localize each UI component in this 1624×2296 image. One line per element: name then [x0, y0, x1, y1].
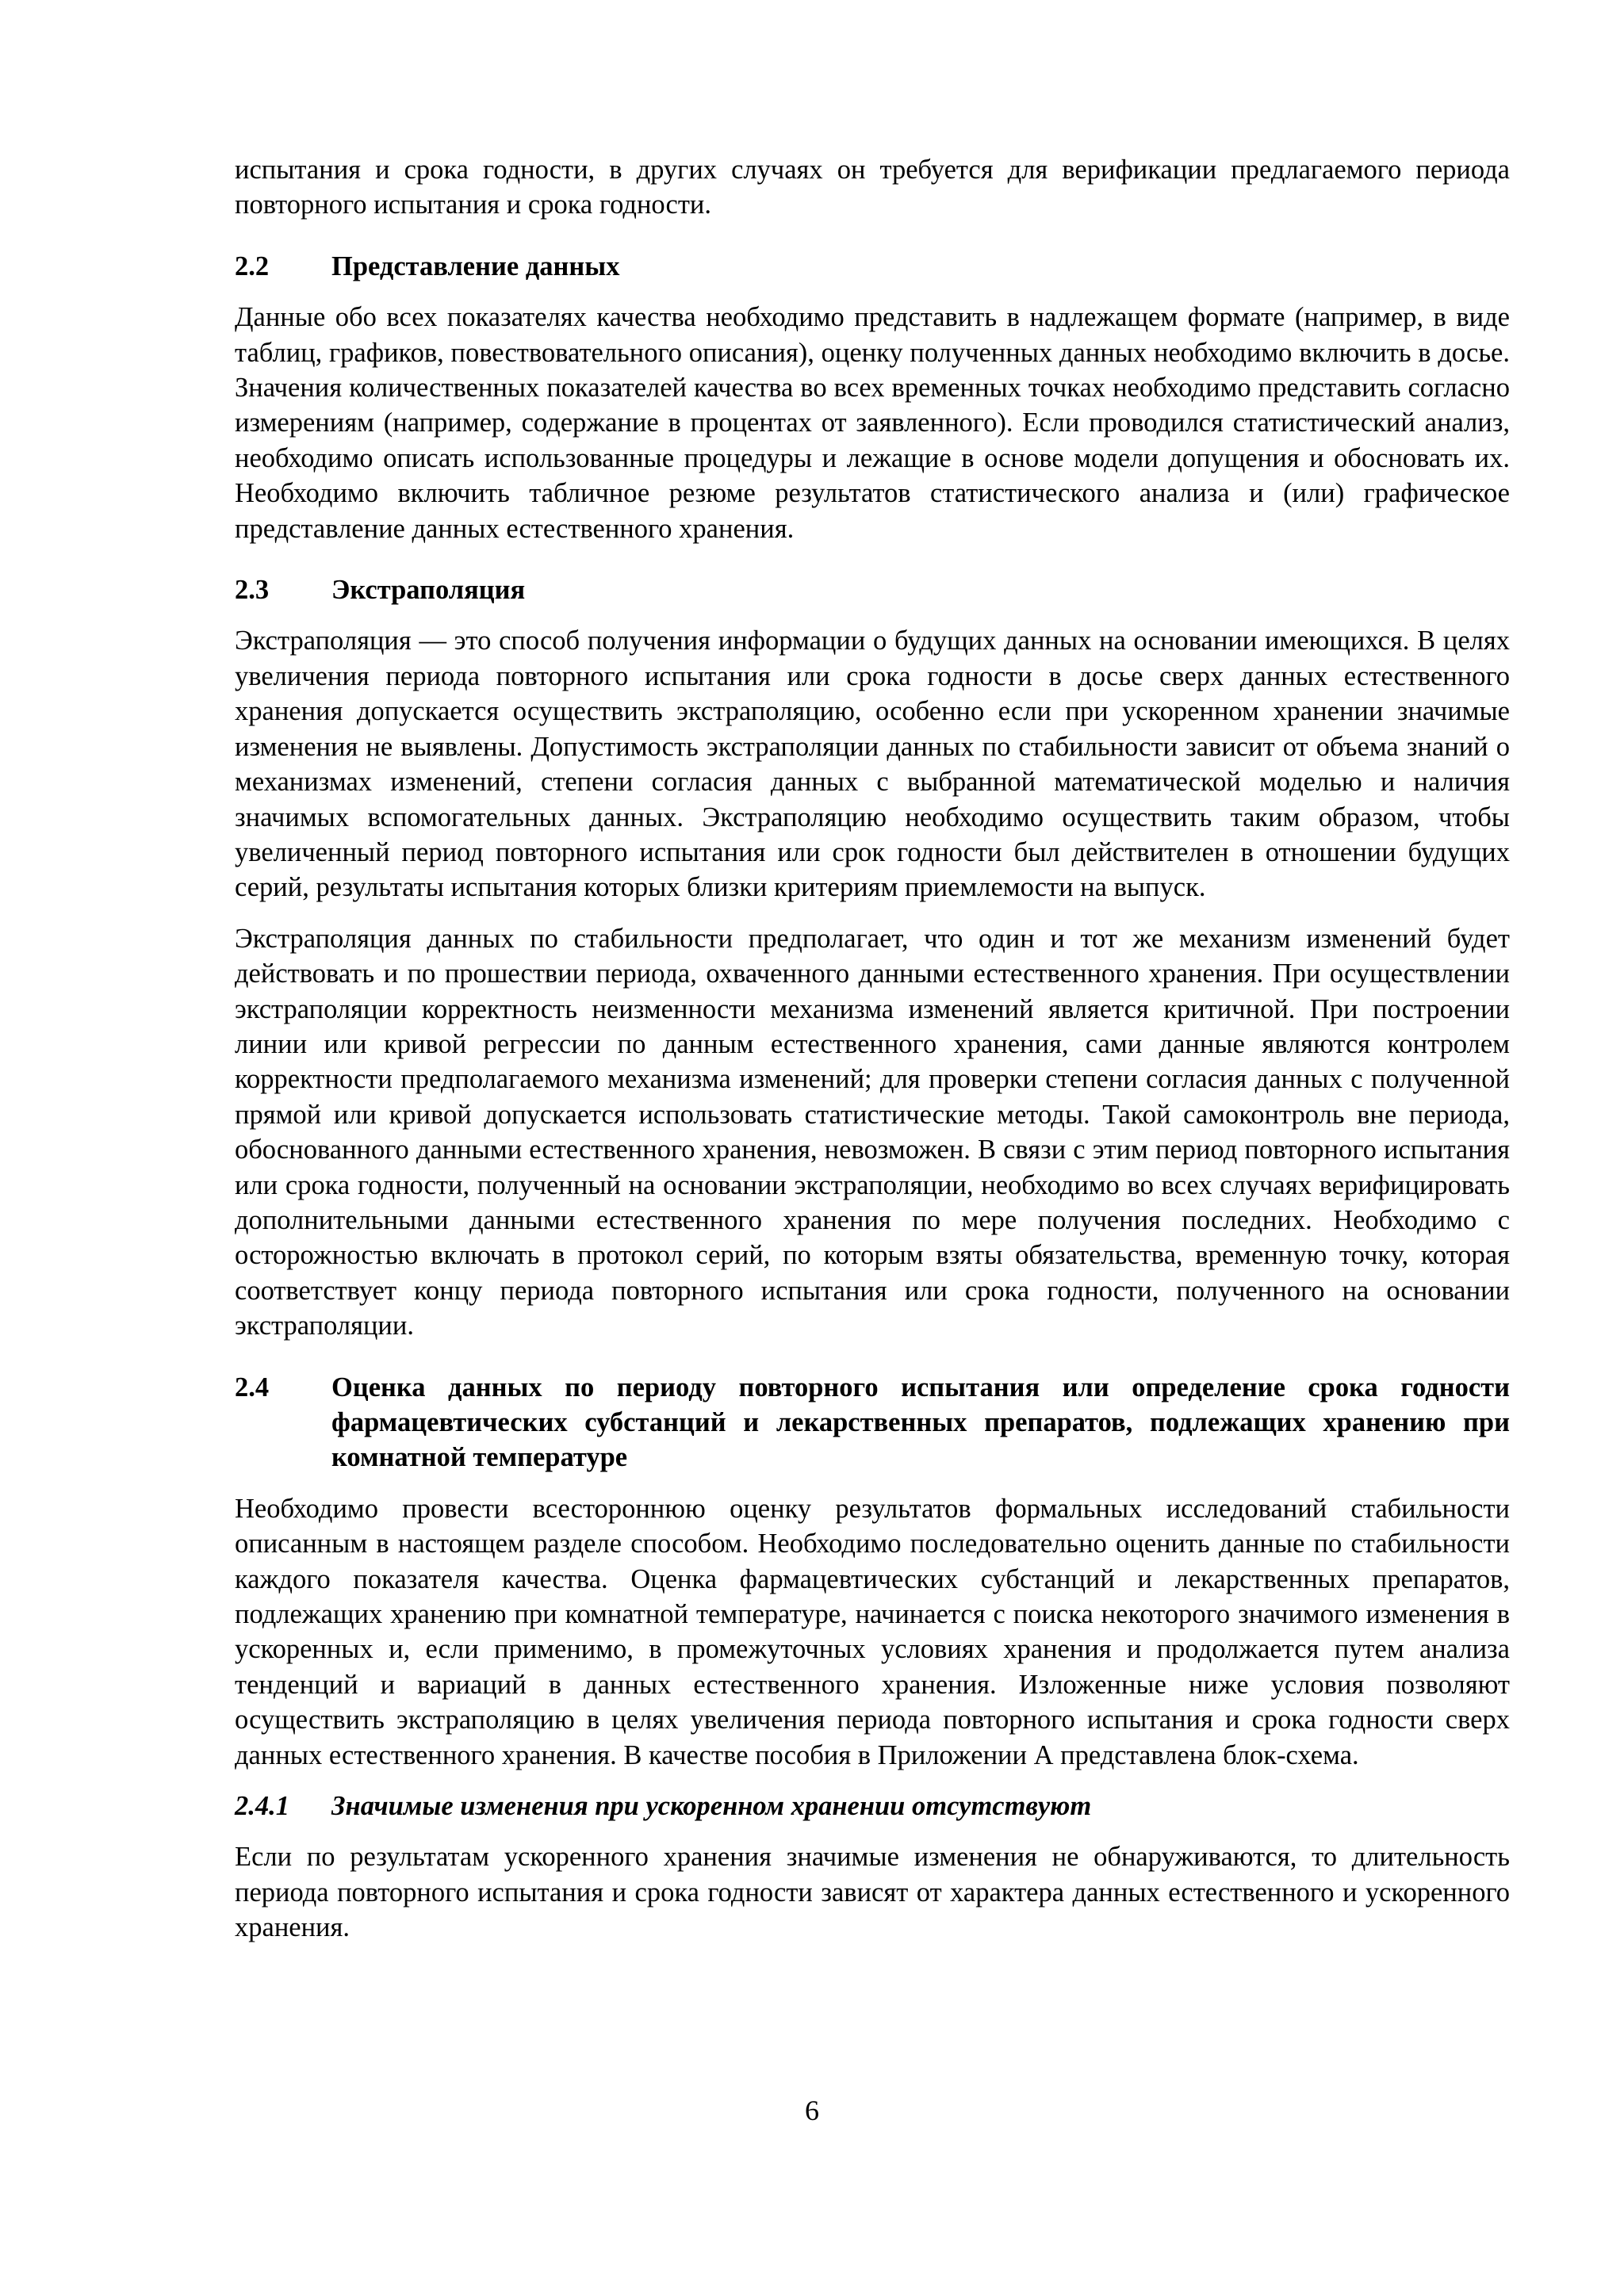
document-page [235, 152, 1510, 1946]
section-number: 2.2 [235, 251, 270, 281]
section-paragraph: Данные обо всех показателях качества необходимо представить в надлежащем формате (например, в виде таблиц, графиков, повествовательного описания), оценку полученных данных необходимо включить в досье. Значения количественных показателей качества во всех временных точках необходимо представить согласно измерениям (например, содержание в процентах от заявленного). Если проводился статистический анализ, необходимо описать использованные процедуры и лежащие в основе модели допущения и обосновать их. Необходимо включить табличное резюме результатов статистического анализа и (или) графическое представление данных естественного хранения. [235, 302, 1510, 544]
section-heading-2-3 [235, 572, 1510, 607]
page-number: 6 [805, 2095, 819, 2126]
intro-paragraph: испытания и срока годности, в других случаях он требуется для верификации предлагаемого периода повторного испытания и срока годности. [235, 155, 1510, 220]
section-heading-2-2 [235, 249, 1510, 284]
section-paragraph: Экстраполяция данных по стабильности предполагает, что один и тот же механизм изменений будет действовать и по прошествии периода, охваченного данными естественного хранения. При осуществлении экстраполяции корректность неизменности механизма изменений является критичной. При построении линии или кривой регрессии по данным естественного хранения, сами данные являются контролем корректности предполагаемого механизма изменений; для проверки степени согласия данных с полученной прямой или кривой допускается использовать статистические методы. Такой самоконтроль вне периода, обоснованного данными естественного хранения, невозможен. В связи с этим период повторного испытания или срока годности, полученный на основании экстраполяции, необходимо во всех случаях верифицировать дополнительными данными естественного хранения по мере получения последних. Необходимо с осторожностью включать в протокол серий, по которым взяты обязательства, временную точку, которая соответствует концу периода повторного испытания или срока годности, полученного на основании экстраполяции. [235, 923, 1510, 1341]
section-paragraph: Необходимо провести всестороннюю оценку результатов формальных исследований стабильности описанным в настоящем разделе способом. Необходимо последовательно оценить данные по стабильности каждого показателя качества. Оценка фармацевтических субстанций и лекарственных препаратов, подлежащих хранению при комнатной температуре, начинается с поиска некоторого значимого изменения в ускоренных и, если применимо, в промежуточных условиях хранения и продолжается путем анализа тенденций и вариаций в данных естественного хранения. Изложенные ниже условия позволяют осуществить экстраполяцию в целях увеличения периода повторного испытания и срока годности сверх данных естественного хранения. В качестве пособия в Приложении А представлена блок-схема. [235, 1493, 1510, 1770]
section-title: Значимые изменения при ускоренном хранении отсутствуют [331, 1791, 1092, 1822]
section-title: Представление данных [331, 251, 620, 281]
section-title: Оценка данных по периоду повторного испытания или определение срока годности фармацевтических субстанций и лекарственных препаратов, подлежащих хранению при комнатной температуре [331, 1372, 1510, 1473]
section-heading-2-4-1 [235, 1789, 1510, 1823]
section-title: Экстраполяция [331, 575, 526, 606]
section-paragraph: Экстраполяция — это способ получения информации о будущих данных на основании имеющихся. В целях увеличения периода повторного испытания или срока годности в досье сверх данных естественного хранения допускается осуществить экстраполяцию, особенно если при ускоренном хранении значимые изменения не выявлены. Допустимость экстраполяции данных по стабильности зависит от объема знаний о механизмах изменений, степени согласия данных с выбранной математической моделью и наличия значимых вспомогательных данных. Экстраполяцию необходимо осуществить таким образом, чтобы увеличенный период повторного испытания или срок годности был действителен в отношении будущих серий, результаты испытания которых близки критериям приемлемости на выпуск. [235, 626, 1510, 903]
section-number: 2.4 [235, 1372, 270, 1402]
section-paragraph: Если по результатам ускоренного хранения значимые изменения не обнаруживаются, то длительность периода повторного испытания и срока годности зависят от характера данных естественного и ускоренного хранения. [235, 1842, 1510, 1943]
section-number: 2.3 [235, 575, 270, 606]
section-heading-2-4 [235, 1370, 1510, 1475]
section-number: 2.4.1 [235, 1791, 289, 1822]
